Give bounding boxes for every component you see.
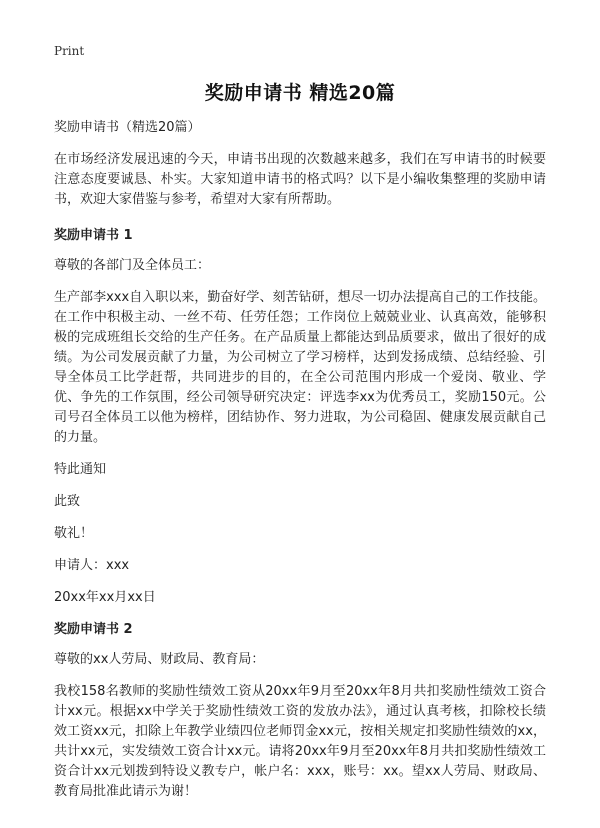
closing-line: 敬礼！ — [54, 526, 94, 541]
closing-line: 此致 — [54, 494, 81, 509]
body-paragraph: 我校158名教师的奖励性绩效工资从20xx年9月至20xx年8月共扣奖励性绩效工资合计xx元。根据xx中学关于奖励性绩效工资的发放办法》，通过认真考核，扣除校长绩效工资xx元，扣除上年教学业绩四位老师罚金xx元，按相关规定扣奖励性绩效的xx，共计xx元，实发绩效工资合计xx元。请将20xx年9月至20xx年8月共扣奖励性绩效工资合计xx元划拨到特设义教专户，帐户名：xxx，账号：xx。望xx人劳局、财政局、教育局批准此请示为谢！ — [54, 684, 546, 799]
document-body — [54, 118, 546, 814]
body-paragraph: 生产部李xxx自入职以来，勤奋好学、刻苦钻研，想尽一切办法提高自己的工作技能。在工作中积极主动、一丝不苟、任劳任怨；工作岗位上兢兢业业、认真高效，能够积极的完成班组长交给的生产任务。在产品质量上都能达到品质要求，做出了很好的成绩。为公司发展贡献了力量，为公司树立了学习榜样，达到发扬成绩、总结经验、引导全体员工比学赶帮，共同进步的目的，在全公司范围内形成一个爱岗、敬业、学优、争先的工作氛围，经公司领导研究决定：评选李xx为优秀员工，奖励150元。公司号召全体员工以他为榜样，团结协作、努力进取，为公司稳固、健康发展贡献自己的力量。 — [54, 290, 546, 445]
salutation: 尊敬的xx人劳局、财政局、教育局： — [54, 652, 265, 667]
date-line: 20xx年xx月xx日 — [54, 590, 156, 605]
print-link[interactable]: Print — [54, 44, 85, 58]
notice-line: 特此通知 — [54, 462, 107, 477]
document-subtitle: 奖励申请书（精选20篇） — [54, 120, 201, 135]
intro-paragraph: 在市场经济发展迅速的今天，申请书出现的次数越来越多，我们在写申请书的时候要注意态度要诚恳、朴实。大家知道申请书的格式吗？以下是小编收集整理的奖励申请书，欢迎大家借鉴与参考，希望对大家有所帮助。 — [54, 152, 546, 207]
section-2 — [54, 620, 546, 802]
salutation: 尊敬的各部门及全体员工： — [54, 258, 211, 273]
applicant-line: 申请人：xxx — [54, 558, 130, 573]
section-heading: 奖励申请书 2 — [54, 622, 133, 637]
section-1 — [54, 226, 546, 608]
section-heading: 奖励申请书 1 — [54, 228, 133, 243]
page-title: 奖励申请书 精选20篇 — [204, 82, 396, 104]
